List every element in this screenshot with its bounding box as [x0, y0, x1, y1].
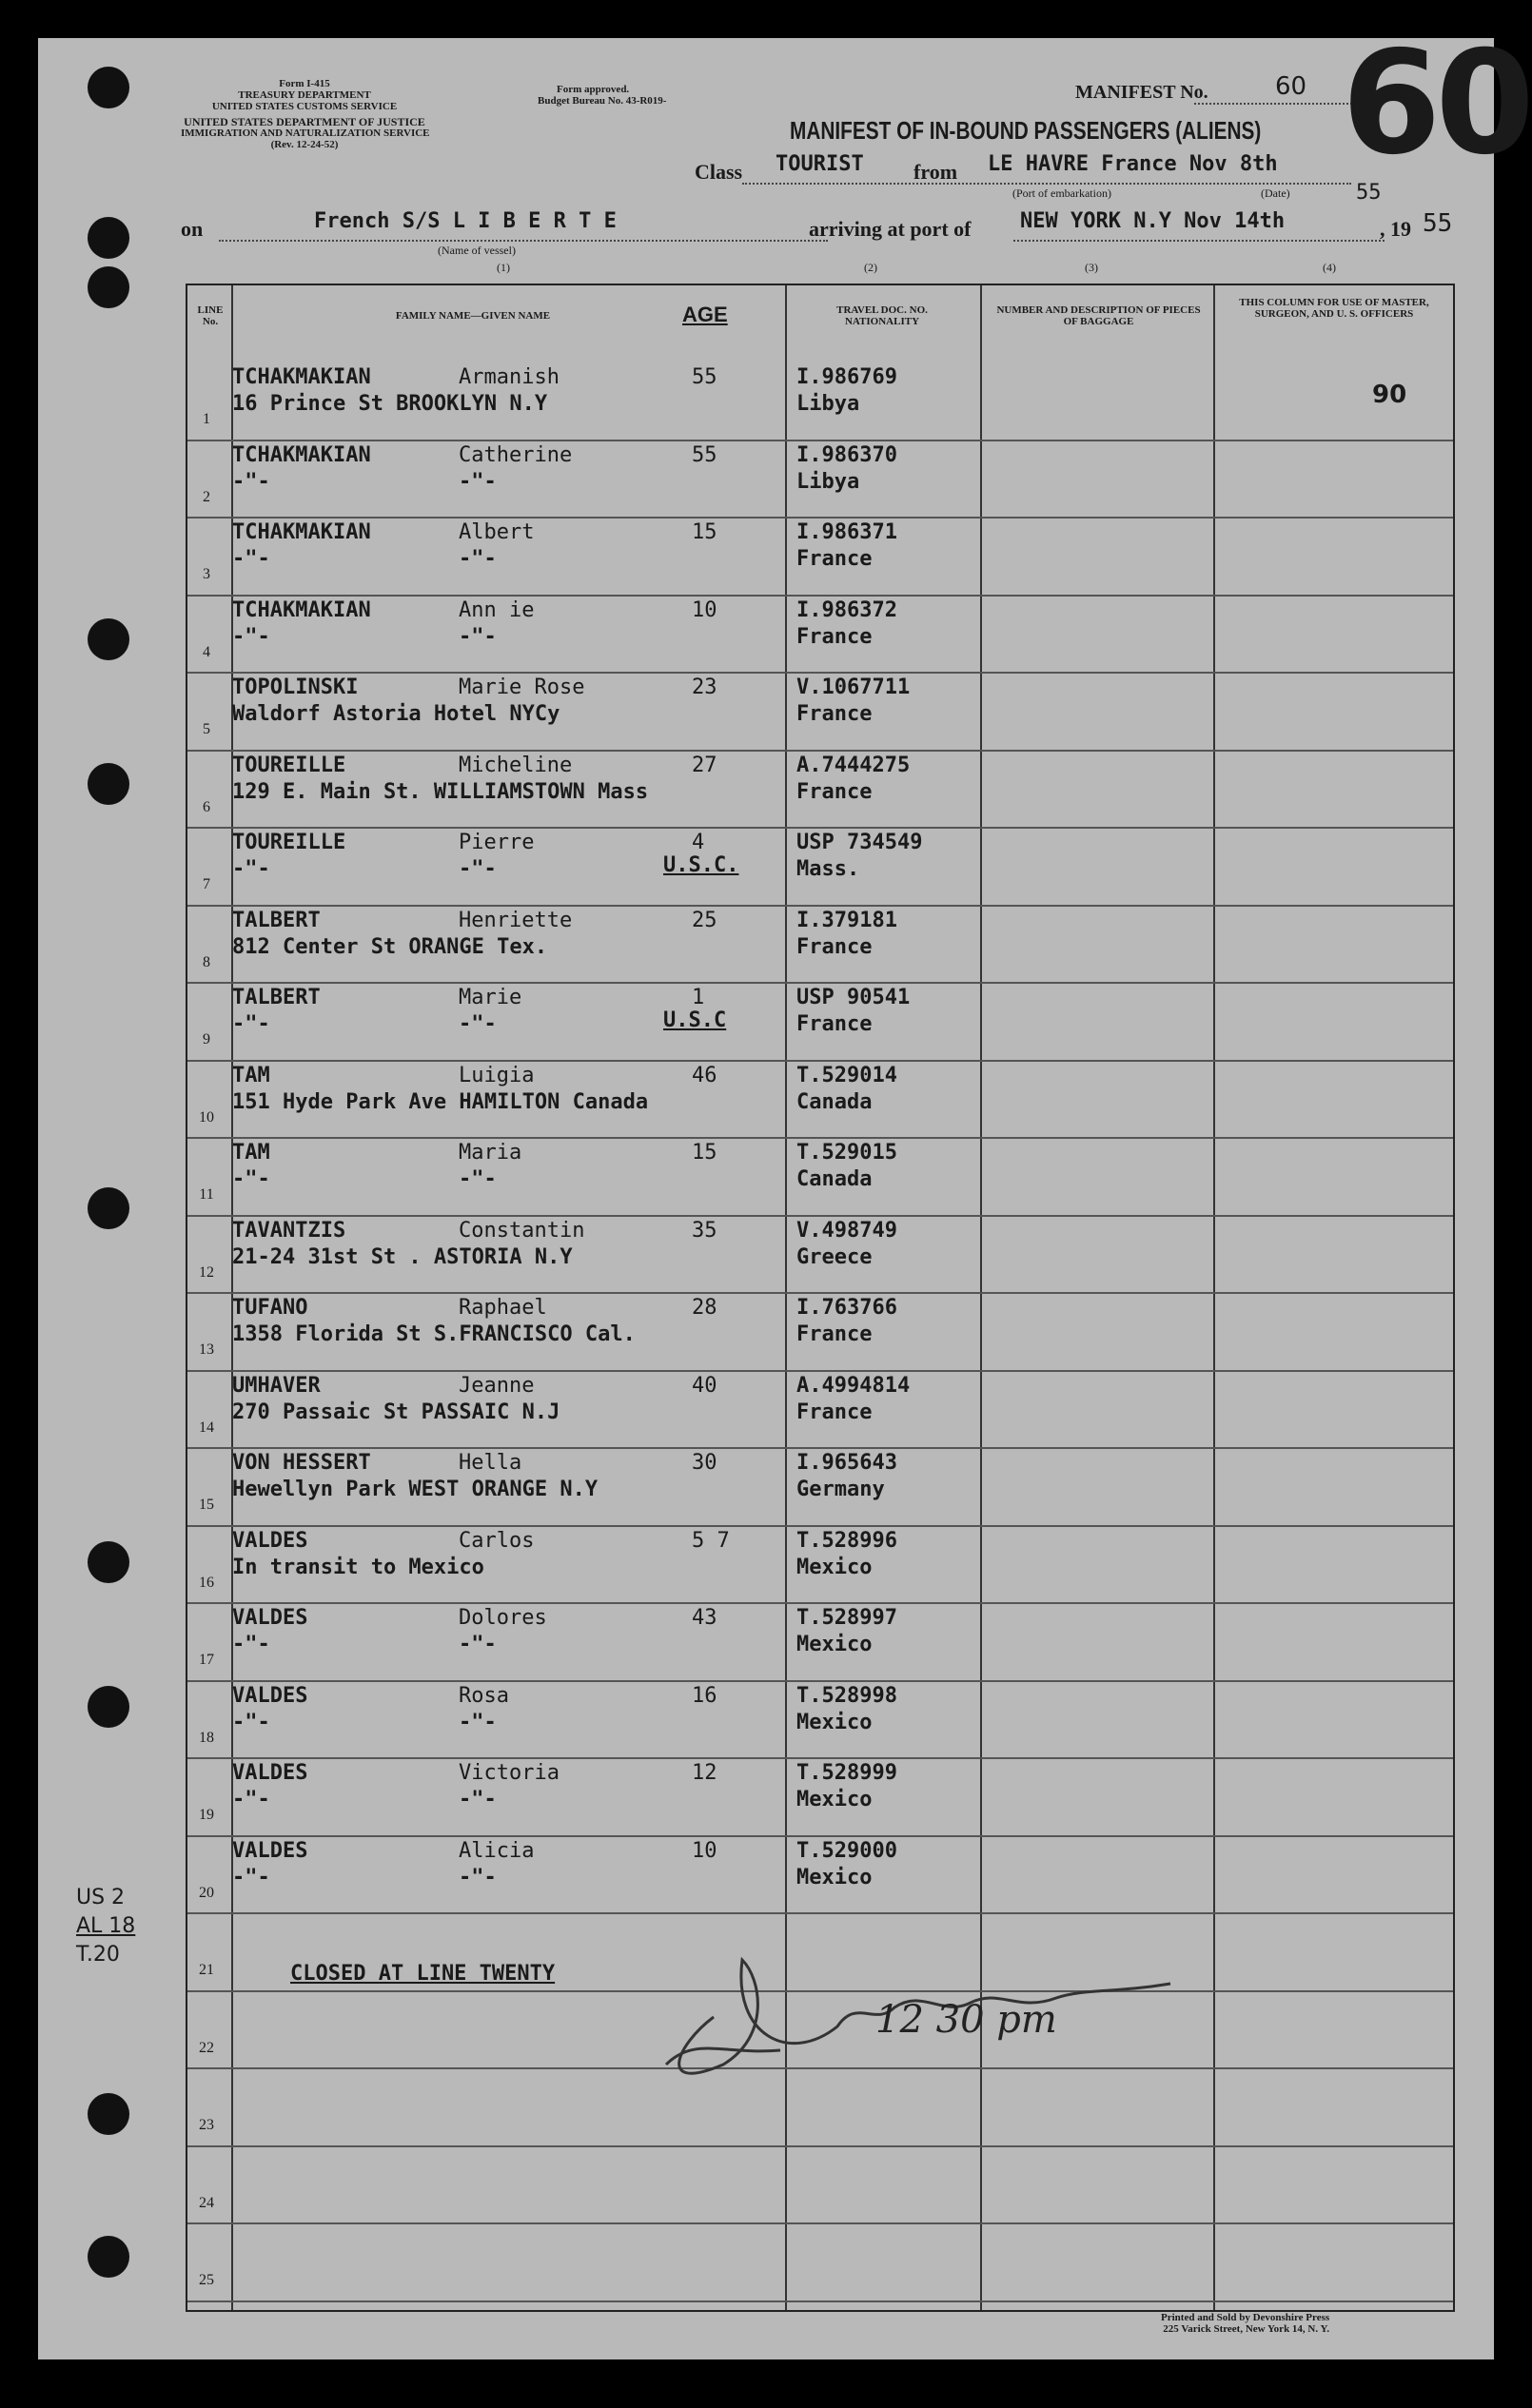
family-name: TCHAKMAKIAN [232, 365, 371, 389]
family-name: VALDES [232, 1528, 308, 1553]
age: 40 [692, 1373, 717, 1398]
nationality: France [796, 624, 873, 649]
closed-at-line: CLOSED AT LINE TWENTY [290, 1962, 556, 1986]
arriving-value: NEW YORK N.Y Nov 14th [1020, 209, 1286, 233]
age: 27 [692, 753, 717, 777]
age: 30 [692, 1451, 717, 1475]
nationality: France [796, 547, 873, 571]
given-name: Armanish [459, 365, 560, 389]
family-name: VALDES [232, 1606, 308, 1630]
from-label: from [913, 160, 958, 184]
line-number: 14 [199, 1419, 214, 1436]
line-number: 16 [199, 1574, 214, 1591]
family-name: UMHAVER [232, 1373, 321, 1398]
given-name: Raphael [459, 1296, 547, 1320]
address: -"- [232, 1710, 270, 1734]
row-divider [187, 750, 1453, 752]
row-divider [187, 1602, 1453, 1604]
row-divider [187, 905, 1453, 907]
address: -"- [232, 1012, 270, 1036]
form-header-block [181, 78, 428, 150]
address: 16 Prince St BROOKLYN N.Y [232, 392, 548, 416]
address-ditto: -"- [459, 1865, 497, 1889]
line-number: 24 [199, 2194, 214, 2211]
address-ditto: -"- [459, 1012, 497, 1036]
address: 21-24 31st St . ASTORIA N.Y [232, 1244, 573, 1269]
row-divider [187, 1757, 1453, 1759]
nationality: Canada [796, 1089, 873, 1114]
col-marker-2: (2) [864, 261, 877, 274]
printer-address: 225 Varick Street, New York 14, N. Y. [1163, 2323, 1330, 2335]
nationality: Libya [796, 469, 860, 494]
address: -"- [232, 1865, 270, 1889]
tally-al: AL 18 [76, 1914, 136, 1938]
row-divider [187, 1835, 1453, 1837]
address-ditto: -"- [459, 857, 497, 881]
header-travel-doc: TRAVEL DOC. NO. NATIONALITY [836, 304, 928, 327]
line-number: 15 [199, 1497, 214, 1513]
given-name: Henriette [459, 908, 573, 932]
punch-hole [88, 2236, 129, 2278]
header-officers: THIS COLUMN FOR USE OF MASTER, SURGEON, AND U. S. OFFICERS [1239, 297, 1429, 320]
row-divider [187, 1292, 1453, 1294]
travel-doc: T.529015 [796, 1141, 897, 1165]
nationality: France [796, 702, 873, 726]
arriving-label: arriving at port of [809, 217, 972, 241]
family-name: TCHAKMAKIAN [232, 520, 371, 544]
address: 812 Center St ORANGE Tex. [232, 934, 548, 959]
manifest-page [38, 21, 1529, 2359]
line-number: 3 [203, 566, 210, 582]
nationality: Mexico [796, 1633, 873, 1656]
row-divider [187, 1370, 1453, 1372]
address-ditto: -"- [459, 547, 497, 571]
year-top: 55 [1356, 181, 1382, 205]
ins-service: IMMIGRATION AND NATURALIZATION SERVICE [181, 127, 430, 139]
address: -"- [232, 1788, 270, 1811]
travel-doc: I.379181 [796, 908, 897, 932]
row-divider [187, 1525, 1453, 1527]
given-name: Alicia [459, 1838, 535, 1863]
given-name: Jeanne [459, 1373, 535, 1398]
col-marker-1: (1) [497, 261, 510, 274]
row-divider [187, 440, 1453, 441]
family-name: TALBERT [232, 986, 321, 1009]
row-divider [187, 982, 1453, 984]
vessel-caption: (Name of vessel) [438, 244, 516, 257]
citizenship-note: U.S.C [663, 1008, 727, 1032]
address: Hewellyn Park WEST ORANGE N.Y [232, 1478, 599, 1501]
header-line-no: LINE No. [197, 304, 224, 327]
age: 23 [692, 675, 717, 699]
address-ditto: -"- [459, 1788, 497, 1811]
revision: (Rev. 12-24-52) [270, 139, 339, 150]
travel-doc: I.763766 [796, 1296, 897, 1320]
address-ditto: -"- [459, 1710, 497, 1734]
class-label: Class [695, 160, 743, 184]
family-name: TUFANO [232, 1296, 308, 1320]
line-number: 11 [199, 1186, 214, 1203]
family-name: VON HESSERT [232, 1451, 371, 1475]
travel-doc: I.986370 [796, 442, 897, 467]
row-divider [187, 1447, 1453, 1449]
age: 10 [692, 597, 717, 622]
given-name: Victoria [459, 1761, 560, 1785]
row-divider [187, 2222, 1453, 2224]
travel-doc: I.986371 [796, 520, 897, 544]
tally-us: US 2 [76, 1886, 126, 1909]
printer-name: Printed and Sold by Devonshire Press [1161, 2312, 1330, 2323]
nationality: Mexico [796, 1865, 873, 1889]
travel-doc: T.528999 [796, 1761, 897, 1785]
address: 270 Passaic St PASSAIC N.J [232, 1400, 560, 1424]
row-divider [187, 1680, 1453, 1682]
line-number: 1 [203, 411, 210, 427]
line-number: 9 [203, 1031, 210, 1047]
date-caption: (Date) [1261, 186, 1290, 200]
age: 10 [692, 1838, 717, 1863]
nationality: Mass. [796, 857, 860, 881]
address: -"- [232, 857, 270, 881]
travel-doc: A.7444275 [796, 753, 911, 777]
treasury-dept: TREASURY DEPARTMENT [238, 89, 371, 101]
line-number: 25 [199, 2272, 214, 2288]
age: 46 [692, 1063, 717, 1087]
manifest-big-number: 60 [1342, 21, 1529, 186]
punch-hole [88, 1686, 129, 1728]
family-name: TCHAKMAKIAN [232, 442, 371, 467]
address-ditto: -"- [459, 1633, 497, 1656]
age: 43 [692, 1606, 717, 1630]
tally-t: T.20 [76, 1943, 120, 1967]
officer-note: 90 [1372, 381, 1407, 409]
nationality: France [796, 934, 873, 959]
age: 15 [692, 520, 717, 544]
printer-footer [1161, 2312, 1329, 2335]
given-name: Marie Rose [459, 675, 585, 699]
nationality: Canada [796, 1167, 873, 1191]
row-divider [187, 2145, 1453, 2147]
row-divider [187, 595, 1453, 597]
family-name: TCHAKMAKIAN [232, 597, 371, 622]
class-value: TOURIST [776, 152, 864, 176]
row-divider [187, 1137, 1453, 1139]
form-title: MANIFEST OF IN-BOUND PASSENGERS (ALIENS) [790, 116, 1262, 145]
travel-doc: A.4994814 [796, 1373, 911, 1398]
age: 15 [692, 1141, 717, 1165]
given-name: Carlos [459, 1528, 535, 1553]
form-approved: Form approved. [557, 84, 630, 95]
age: 1 [692, 986, 705, 1009]
line-number: 19 [199, 1807, 214, 1823]
travel-doc: T.528997 [796, 1606, 897, 1630]
line-number: 7 [203, 876, 210, 892]
travel-doc: T.528998 [796, 1683, 897, 1708]
citizenship-note: U.S.C. [663, 853, 739, 877]
address: Waldorf Astoria Hotel NYCy [232, 702, 560, 726]
nationality: Mexico [796, 1555, 873, 1579]
punch-hole [88, 217, 129, 259]
col-divider [1213, 285, 1215, 2310]
address: -"- [232, 469, 270, 494]
nationality: France [796, 779, 873, 804]
from-value: LE HAVRE France Nov 8th [988, 152, 1278, 176]
age: 55 [692, 365, 717, 389]
header-age: AGE [682, 303, 728, 326]
form-number: Form I-415 [279, 78, 330, 89]
line-number: 10 [199, 1108, 214, 1126]
age: 16 [692, 1683, 717, 1708]
col-marker-3: (3) [1085, 261, 1098, 274]
given-name: Ann ie [459, 597, 535, 622]
given-name: Hella [459, 1451, 522, 1475]
punch-hole [88, 763, 129, 805]
given-name: Constantin [459, 1218, 585, 1243]
given-name: Rosa [459, 1683, 509, 1708]
nationality: Mexico [796, 1710, 873, 1734]
approval-block [538, 84, 666, 107]
row-divider [187, 672, 1453, 674]
family-name: VALDES [232, 1761, 308, 1785]
line-number: 8 [203, 953, 210, 970]
age: 12 [692, 1761, 717, 1785]
nationality: Libya [796, 392, 860, 416]
nationality: Greece [796, 1244, 873, 1269]
budget-bureau: Budget Bureau No. 43-R019- [538, 95, 667, 107]
nationality: Mexico [796, 1788, 873, 1811]
line-number: 17 [199, 1652, 214, 1668]
address-ditto: -"- [459, 624, 497, 649]
address-ditto: -"- [459, 1167, 497, 1191]
line-number: 21 [199, 1962, 214, 1978]
on-label: on [181, 217, 204, 241]
row-divider [187, 827, 1453, 829]
manifest-label: MANIFEST No. [1075, 82, 1208, 103]
age: 25 [692, 908, 717, 932]
row-divider [187, 1215, 1453, 1217]
header-baggage: NUMBER AND DESCRIPTION OF PIECES OF BAGGAGE [996, 304, 1201, 327]
row-divider [187, 517, 1453, 519]
address: 129 E. Main St. WILLIAMSTOWN Mass [232, 779, 649, 804]
address: In transit to Mexico [232, 1555, 484, 1579]
given-name: Dolores [459, 1606, 547, 1630]
vessel-name: French S/S L I B E R T E [314, 209, 617, 233]
family-name: TAVANTZIS [232, 1218, 346, 1243]
age: 55 [692, 442, 717, 467]
address: -"- [232, 624, 270, 649]
nationality: Germany [796, 1478, 885, 1501]
address: -"- [232, 1633, 270, 1656]
embark-caption: (Port of embarkation) [1012, 186, 1111, 200]
given-name: Luigia [459, 1063, 535, 1087]
customs-service: UNITED STATES CUSTOMS SERVICE [211, 101, 398, 112]
travel-doc: T.529000 [796, 1838, 897, 1863]
line-number: 4 [203, 643, 210, 660]
punch-hole [88, 266, 129, 308]
line-number: 20 [199, 1884, 214, 1901]
given-name: Pierre [459, 831, 535, 854]
manifest-number: 60 [1275, 72, 1307, 101]
punch-hole [88, 1541, 129, 1583]
address-ditto: -"- [459, 469, 497, 494]
given-name: Marie [459, 986, 522, 1009]
given-name: Albert [459, 520, 535, 544]
nationality: France [796, 1012, 873, 1036]
line-number: 2 [203, 488, 210, 505]
row-divider [187, 1060, 1453, 1062]
family-name: TOPOLINSKI [232, 675, 359, 699]
travel-doc: V.1067711 [796, 675, 911, 699]
address: -"- [232, 547, 270, 571]
travel-doc: T.529014 [796, 1063, 897, 1087]
nationality: France [796, 1400, 873, 1424]
line-number: 22 [199, 2039, 214, 2056]
address: 151 Hyde Park Ave HAMILTON Canada [232, 1089, 649, 1114]
family-name: TAM [232, 1141, 270, 1165]
line-number: 13 [199, 1341, 214, 1358]
travel-doc: I.986372 [796, 597, 897, 622]
punch-hole [88, 2093, 129, 2135]
family-name: VALDES [232, 1838, 308, 1863]
age: 28 [692, 1296, 717, 1320]
address: -"- [232, 1167, 270, 1191]
age: 5 7 [692, 1528, 730, 1553]
family-name: TOUREILLE [232, 753, 346, 777]
age: 4 [692, 831, 705, 854]
margin-tally [76, 1884, 135, 1969]
line-number: 5 [203, 721, 210, 737]
travel-doc: I.965643 [796, 1451, 897, 1475]
line-number: 12 [199, 1263, 214, 1281]
given-name: Catherine [459, 442, 573, 467]
year-prefix: , 19 [1380, 217, 1411, 241]
line-number: 23 [199, 2117, 214, 2133]
family-name: TOUREILLE [232, 831, 346, 854]
travel-doc: USP 734549 [796, 831, 923, 854]
travel-doc: USP 90541 [796, 986, 911, 1009]
nationality: France [796, 1322, 873, 1346]
family-name: TALBERT [232, 908, 321, 932]
travel-doc: I.986769 [796, 365, 897, 389]
given-name: Micheline [459, 753, 573, 777]
justice-dept: UNITED STATES DEPARTMENT OF JUSTICE [184, 115, 425, 128]
handwritten-time: 12 30 pm [875, 1998, 1057, 2042]
travel-doc: V.498749 [796, 1218, 897, 1243]
travel-doc: T.528996 [796, 1528, 897, 1553]
punch-hole [88, 67, 129, 108]
family-name: TAM [232, 1063, 270, 1087]
line-number: 18 [199, 1729, 214, 1746]
family-name: VALDES [232, 1683, 308, 1708]
given-name: Maria [459, 1141, 522, 1165]
header-name: FAMILY NAME—GIVEN NAME [395, 310, 551, 322]
row-divider [187, 1912, 1453, 1914]
col-marker-4: (4) [1323, 261, 1336, 274]
address: 1358 Florida St S.FRANCISCO Cal. [232, 1322, 636, 1346]
row-divider [187, 2300, 1453, 2302]
line-number: 6 [203, 798, 210, 815]
punch-hole [88, 618, 129, 660]
year-value: 55 [1423, 209, 1453, 238]
punch-hole [88, 1187, 129, 1229]
age: 35 [692, 1218, 717, 1243]
